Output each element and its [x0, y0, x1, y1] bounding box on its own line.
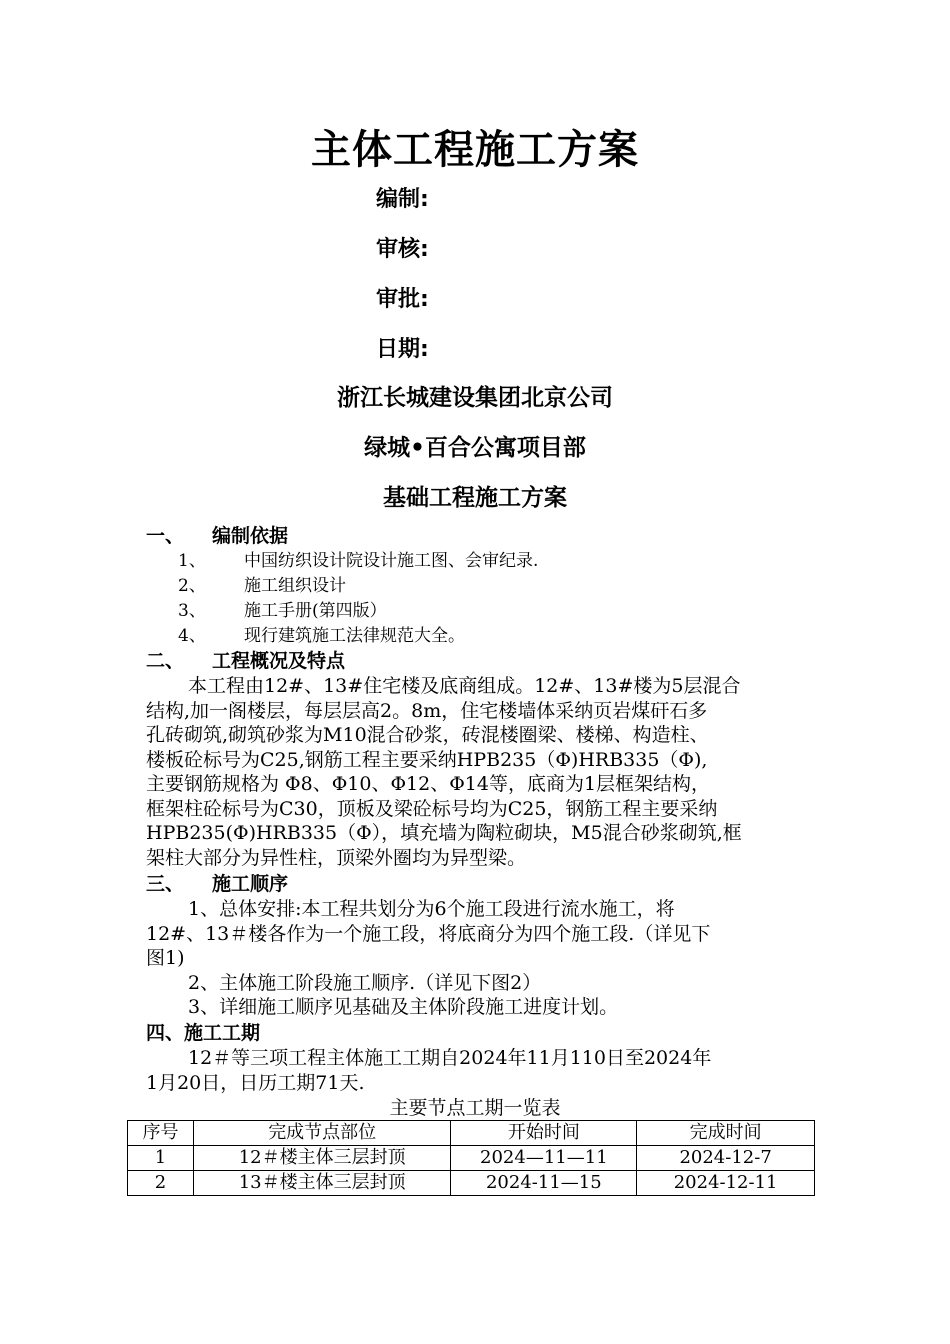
schedule-paragraph: [146, 1046, 810, 1095]
paragraph-line: 3、详细施工顺序见基础及主体阶段施工进度计划。: [188, 996, 619, 1018]
table-caption: 主要节点工期一览表: [389, 1097, 561, 1119]
project-name: 绿城•百合公寓项目部: [364, 435, 586, 461]
sign-field-date: 日期:: [376, 337, 429, 362]
sign-field-reviewer: 审核:: [376, 237, 429, 262]
document-title: 主体工程施工方案: [311, 127, 639, 173]
paragraph-line: 主要钢筋规格为 Φ8、Φ10、Φ12、Φ14等，底商为1层框架结构，: [146, 773, 711, 795]
section-number: 三、: [146, 873, 185, 895]
section-heading-overview: [146, 649, 345, 673]
list-item: [178, 599, 387, 623]
section-heading-schedule: 四、施工工期: [146, 1022, 261, 1044]
section-title: 编制依据: [212, 525, 289, 547]
table-header-cell: 完成节点部位: [193, 1121, 451, 1146]
table-row: [128, 1171, 815, 1196]
list-item: [178, 574, 346, 598]
list-item-number: 1、: [178, 551, 206, 571]
table-row: [128, 1146, 815, 1171]
list-item-text: 现行建筑施工法律规范大全。: [244, 626, 465, 646]
table-cell: 2: [128, 1171, 194, 1196]
table-header-cell: 序号: [128, 1121, 194, 1146]
table-header-cell: 开始时间: [451, 1121, 637, 1146]
sequence-paragraph: [146, 897, 810, 1020]
paragraph-line: 2、主体施工阶段施工顺序.（详见下图2）: [188, 971, 542, 994]
company-name: 浙江长城建设集团北京公司: [337, 385, 613, 411]
table-cell: 2024-11—15: [451, 1171, 637, 1196]
section-number: 二、: [146, 650, 185, 672]
table-cell: 2024-12-7: [637, 1146, 815, 1171]
sign-field-approver: 审批:: [376, 287, 429, 312]
table-header-cell: 完成时间: [637, 1121, 815, 1146]
paragraph-line: HPB235(Φ)HRB335（Φ），填充墙为陶粒砌块，M5混合砂浆砌筑,框: [146, 822, 742, 844]
table-cell: 12＃楼主体三层封顶: [193, 1146, 451, 1171]
list-item-number: 4、: [178, 626, 206, 646]
table-cell: 2024—11—11: [451, 1146, 637, 1171]
paragraph-line: 1月20日，日历工期71天.: [146, 1071, 365, 1094]
paragraph-line: 孔砖砌筑,砌筑砂浆为M10混合砂浆，砖混楼圈梁、楼梯、构造柱、: [146, 724, 709, 746]
paragraph-line: 本工程由12#、13#住宅楼及底商组成。12#、13#楼为5层混合: [188, 675, 741, 697]
section-number: 一、: [146, 525, 185, 547]
list-item-number: 3、: [178, 601, 206, 621]
paragraph-line: 12#、13＃楼各作为一个施工段，将底商分为四个施工段.（详见下: [146, 922, 711, 945]
overview-paragraph: [146, 674, 810, 870]
paragraph-line: 框架柱砼标号为C30，顶板及梁砼标号均为C25，钢筋工程主要采纳: [146, 797, 718, 820]
paragraph-line: 楼板砼标号为C25,钢筋工程主要采纳HPB235（Φ)HRB335（Φ),: [146, 748, 708, 771]
sign-field-compiler: 编制:: [376, 187, 429, 212]
paragraph-line: 架柱大部分为异性柱，顶梁外圈均为异型梁。: [146, 846, 527, 869]
section-title: 施工顺序: [212, 873, 289, 895]
table-cell: 13＃楼主体三层封顶: [193, 1171, 451, 1196]
table-cell: 2024-12-11: [637, 1171, 815, 1196]
milestone-table: [127, 1120, 815, 1196]
paragraph-line: 12＃等三项工程主体施工工期自2024年11月110日至2024年: [188, 1047, 712, 1069]
section-title: 工程概况及特点: [212, 650, 346, 672]
list-item-number: 2、: [178, 576, 206, 596]
list-item: [178, 624, 465, 648]
list-item-text: 施工手册(第四版）: [244, 601, 387, 621]
list-item-text: 中国纺织设计院设计施工图、会审纪录.: [244, 551, 539, 571]
paragraph-line: 结构,加一阁楼层，每层层高2。8m，住宅楼墙体采纳页岩煤矸石多: [146, 699, 708, 722]
paragraph-line: 图1): [146, 947, 185, 969]
table-cell: 1: [128, 1146, 194, 1171]
paragraph-line: 1、总体安排:本工程共划分为6个施工段进行流水施工，将: [188, 898, 675, 920]
section-heading-sequence: [146, 872, 288, 896]
list-item: [178, 549, 538, 573]
table-header-row: [128, 1121, 815, 1146]
section-heading-basis: [146, 524, 288, 548]
list-item-text: 施工组织设计: [244, 576, 346, 596]
document-subtitle: 基础工程施工方案: [383, 485, 567, 511]
